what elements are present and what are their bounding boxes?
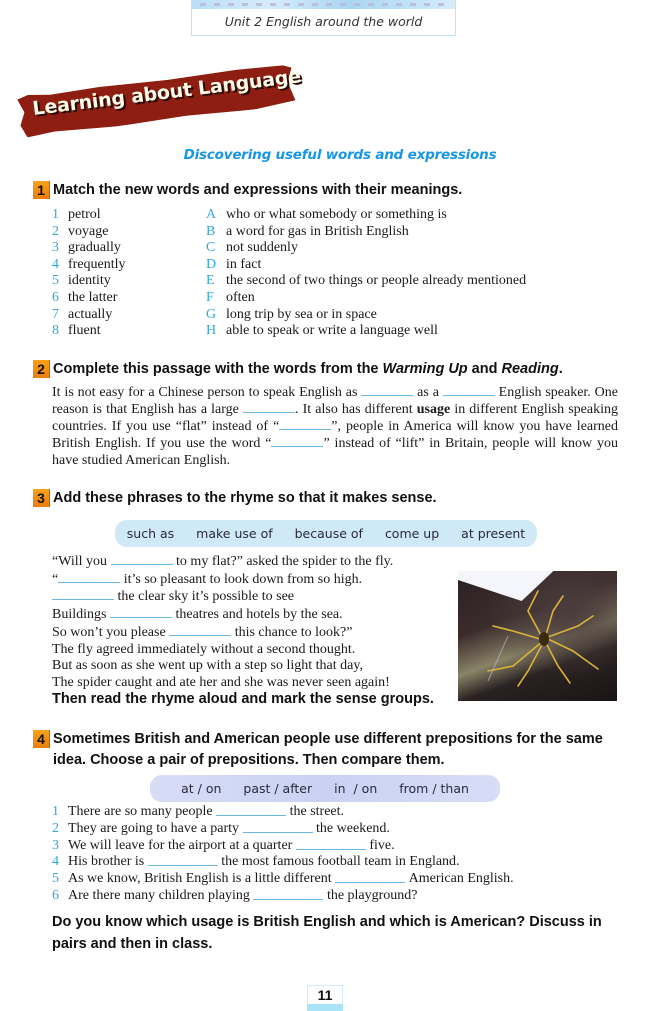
rhyme-line: But as soon as she went up with a step so light that day, — [52, 658, 363, 674]
list-item: G long trip by sea or in space — [206, 306, 377, 322]
preposition-box — [150, 775, 500, 802]
fill-blank[interactable] — [443, 384, 495, 396]
list-item: 6 Are there many children playing the playground? — [52, 887, 418, 903]
list-item: 7 actually — [52, 306, 113, 322]
list-item: 1 petrol — [52, 207, 101, 222]
rhyme-line: The fly agreed immediately without a second thought. — [52, 641, 356, 657]
phrase: at present — [461, 526, 526, 541]
list-item: 4 His brother is the most famous football team in England. — [52, 854, 460, 870]
rhyme-line: Buildings theatres and hotels by the sea. — [52, 607, 343, 623]
task-3-heading — [33, 488, 623, 509]
phrase: because of — [294, 526, 363, 541]
fill-blank[interactable] — [169, 624, 231, 636]
list-item: 5 As we know, British English is a little different American English. — [52, 871, 514, 887]
task-4-heading — [33, 729, 623, 771]
list-item: 8 fluent — [52, 323, 101, 339]
task-4-follow-up: Do you know which usage is British English and which is American? Discuss in pairs and then in class. — [52, 914, 602, 952]
task-3-follow-up: Then read the rhyme aloud and mark the sense groups. — [52, 691, 434, 707]
fill-blank[interactable] — [253, 888, 323, 900]
unit-title: Unit 2 English around the world — [224, 14, 423, 29]
list-item: 3 We will leave for the airport at a quarter five. — [52, 837, 395, 853]
list-item: 5 identity — [52, 273, 111, 289]
preposition-pair: from / than — [399, 781, 469, 796]
list-item: C not suddenly — [206, 240, 298, 256]
sentence-list — [52, 804, 612, 905]
task-1-heading — [33, 180, 623, 201]
task-number-badge: 1 — [33, 181, 50, 199]
fill-blank[interactable] — [296, 838, 366, 850]
list-item: 2 They are going to have a party the weekend. — [52, 820, 390, 836]
task-2-heading — [33, 359, 623, 380]
task-number-badge: 4 — [33, 730, 50, 748]
preposition-pair: past / after — [243, 781, 313, 796]
meaning-list — [206, 207, 616, 340]
list-item: H able to speak or write a language well — [206, 323, 438, 339]
fill-blank[interactable] — [148, 854, 218, 866]
list-item: D in fact — [206, 256, 262, 272]
fill-blank[interactable] — [361, 384, 413, 396]
section-title: Learning about Language — [31, 65, 302, 120]
spider-photo — [458, 571, 617, 701]
rhyme — [52, 553, 452, 692]
rhyme-line: “ it’s so pleasant to look down from so high. — [52, 571, 363, 587]
fill-blank[interactable] — [271, 435, 323, 447]
phrase: such as — [126, 526, 175, 541]
phrase-box — [115, 520, 537, 547]
preposition-pair: in / on — [334, 781, 378, 796]
task-instruction: Match the new words and expressions with their meanings. — [53, 182, 463, 198]
list-item: 4 frequently — [52, 256, 126, 272]
fill-blank[interactable] — [111, 553, 173, 565]
rhyme-line: “Will you to my flat?” asked the spider to the fly. — [52, 554, 394, 569]
spider-icon — [458, 571, 617, 701]
fill-blank[interactable] — [216, 804, 286, 816]
passage: It is not easy for a Chinese person to speak English as as a English speaker. One reason is that English has a large . It also has different usage in different English speaking countries. If you use “flat” instead of “ ”, people in America will know you have learned British English. If you use the word “ ” instead of “lift” in Britain, people will know you have studied American English. — [52, 385, 619, 468]
list-item: E the second of two things or people already mentioned — [206, 273, 527, 289]
phrase: come up — [384, 526, 440, 541]
fill-blank[interactable] — [243, 821, 313, 833]
unit-header — [191, 0, 456, 36]
word-list — [52, 207, 202, 340]
list-item: 3 gradually — [52, 240, 121, 256]
task-number-badge: 3 — [33, 489, 50, 507]
preposition-pair: at / on — [181, 781, 222, 796]
rhyme-line: So won’t you please this chance to look?” — [52, 624, 353, 640]
list-item: B a word for gas in British English — [206, 223, 409, 239]
fill-blank[interactable] — [279, 418, 331, 430]
subheading: Discovering useful words and expressions — [183, 147, 497, 163]
list-item: 6 the latter — [52, 289, 118, 305]
task-instruction: Add these phrases to the rhyme so that it makes sense. — [53, 490, 437, 506]
page-number: 11 — [307, 985, 343, 1011]
list-item: 2 voyage — [52, 223, 109, 239]
task-instruction: Complete this passage with the words from the Warming Up and Reading. — [53, 361, 563, 377]
list-item: A who or what somebody or something is — [206, 207, 447, 222]
phrase: make use of — [196, 526, 273, 541]
fill-blank[interactable] — [58, 571, 120, 583]
header-decoration — [192, 0, 455, 9]
rhyme-line: The spider caught and ate her and she was never seen again! — [52, 674, 390, 690]
task-number-badge: 2 — [33, 360, 50, 378]
rhyme-line: the clear sky it’s possible to see — [52, 588, 452, 606]
list-item: 1 There are so many people the street. — [52, 804, 345, 819]
fill-blank[interactable] — [335, 871, 405, 883]
task-instruction: Sometimes British and American people use different prepositions for the same idea. Choose a pair of prepositions. Then compare them. — [53, 731, 603, 768]
fill-blank[interactable] — [243, 401, 295, 413]
list-item: F often — [206, 289, 255, 305]
fill-blank[interactable] — [110, 606, 172, 618]
fill-blank[interactable] — [52, 588, 114, 600]
